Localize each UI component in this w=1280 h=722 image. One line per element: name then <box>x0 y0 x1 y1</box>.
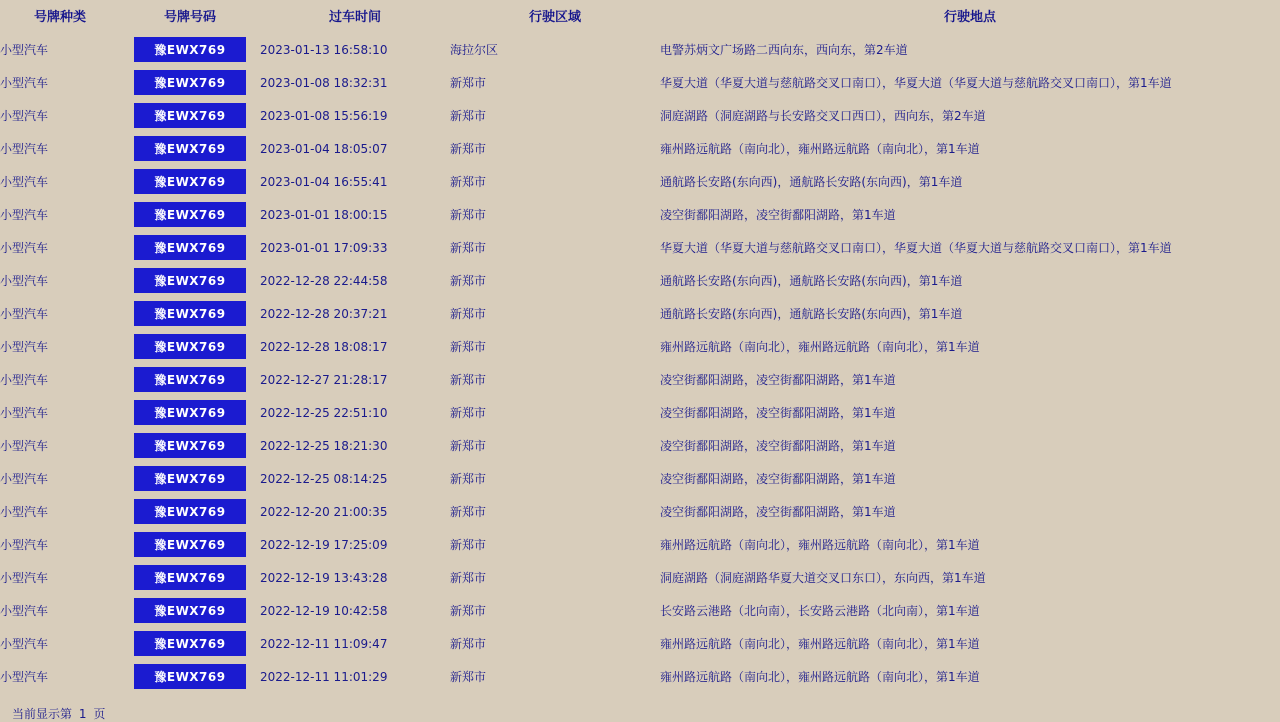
cell-pass-time: 2023-01-04 18:05:07 <box>260 141 388 156</box>
table-row[interactable] <box>0 528 1280 561</box>
table-header <box>0 0 1280 33</box>
plate-number-badge[interactable]: 豫EWX769 <box>134 235 246 260</box>
plate-number-badge[interactable]: 豫EWX769 <box>134 301 246 326</box>
plate-number-badge[interactable]: 豫EWX769 <box>134 103 246 128</box>
cell-pass-time: 2022-12-20 21:00:35 <box>260 504 388 519</box>
cell-plate-number <box>120 363 260 396</box>
table-row[interactable] <box>0 462 1280 495</box>
cell-pass-time: 2022-12-11 11:09:47 <box>260 636 388 651</box>
pagination-prefix: 当前显示第 <box>12 707 73 721</box>
cell-location: 凌空街鄱阳湖路，凌空街鄱阳湖路，第1车道 <box>660 505 896 519</box>
cell-area: 新郑市 <box>450 307 487 321</box>
cell-area: 新郑市 <box>450 538 487 552</box>
cell-pass-time: 2022-12-19 10:42:58 <box>260 603 388 618</box>
plate-number-badge[interactable]: 豫EWX769 <box>134 433 246 458</box>
cell-plate-type: 小型汽车 <box>0 307 49 321</box>
plate-number-badge[interactable]: 豫EWX769 <box>134 268 246 293</box>
table-row[interactable] <box>0 132 1280 165</box>
column-header-area: 行驶区域 <box>528 10 581 25</box>
plate-number-badge[interactable]: 豫EWX769 <box>134 466 246 491</box>
cell-location: 凌空街鄱阳湖路，凌空街鄱阳湖路，第1车道 <box>660 439 896 453</box>
plate-number-badge[interactable]: 豫EWX769 <box>134 202 246 227</box>
table-row[interactable] <box>0 264 1280 297</box>
cell-area: 新郑市 <box>450 637 487 651</box>
table-row[interactable] <box>0 363 1280 396</box>
cell-area: 新郑市 <box>450 571 487 585</box>
cell-plate-type: 小型汽车 <box>0 604 49 618</box>
cell-pass-time: 2022-12-25 18:21:30 <box>260 438 388 453</box>
cell-plate-number <box>120 165 260 198</box>
cell-area: 新郑市 <box>450 76 487 90</box>
cell-plate-number <box>120 132 260 165</box>
pagination-status <box>0 693 1280 722</box>
cell-area: 新郑市 <box>450 406 487 420</box>
cell-plate-type: 小型汽车 <box>0 274 49 288</box>
table-row[interactable] <box>0 561 1280 594</box>
cell-pass-time: 2022-12-27 21:28:17 <box>260 372 388 387</box>
cell-location: 凌空街鄱阳湖路，凌空街鄱阳湖路，第1车道 <box>660 373 896 387</box>
cell-area: 新郑市 <box>450 340 487 354</box>
cell-plate-type: 小型汽车 <box>0 538 49 552</box>
cell-pass-time: 2023-01-08 18:32:31 <box>260 75 388 90</box>
cell-pass-time: 2023-01-01 17:09:33 <box>260 240 388 255</box>
cell-location: 雍州路远航路（南向北），雍州路远航路（南向北），第1车道 <box>660 340 980 354</box>
cell-area: 新郑市 <box>450 109 487 123</box>
table-body <box>0 33 1280 693</box>
cell-area: 新郑市 <box>450 439 487 453</box>
cell-plate-type: 小型汽车 <box>0 505 49 519</box>
cell-location: 长安路云港路（北向南），长安路云港路（北向南），第1车道 <box>660 604 980 618</box>
plate-number-badge[interactable]: 豫EWX769 <box>134 565 246 590</box>
cell-area: 新郑市 <box>450 274 487 288</box>
cell-pass-time: 2023-01-13 16:58:10 <box>260 42 388 57</box>
cell-area: 新郑市 <box>450 472 487 486</box>
cell-location: 雍州路远航路（南向北），雍州路远航路（南向北），第1车道 <box>660 142 980 156</box>
column-header-pass-time: 过车时间 <box>328 10 381 25</box>
cell-plate-number <box>120 231 260 264</box>
cell-area: 新郑市 <box>450 175 487 189</box>
cell-plate-type: 小型汽车 <box>0 373 49 387</box>
cell-plate-number <box>120 66 260 99</box>
table-row[interactable] <box>0 231 1280 264</box>
table-row[interactable] <box>0 198 1280 231</box>
table-header-row <box>0 0 1280 33</box>
cell-plate-number <box>120 396 260 429</box>
cell-location: 雍州路远航路（南向北），雍州路远航路（南向北），第1车道 <box>660 538 980 552</box>
plate-number-badge[interactable]: 豫EWX769 <box>134 136 246 161</box>
cell-plate-number <box>120 198 260 231</box>
cell-plate-number <box>120 462 260 495</box>
cell-area: 新郑市 <box>450 670 487 684</box>
cell-plate-type: 小型汽车 <box>0 175 49 189</box>
cell-location: 电警苏炳文广场路二西向东，西向东，第2车道 <box>660 43 908 57</box>
cell-plate-number <box>120 33 260 66</box>
cell-plate-type: 小型汽车 <box>0 472 49 486</box>
cell-plate-number <box>120 528 260 561</box>
cell-pass-time: 2022-12-28 22:44:58 <box>260 273 388 288</box>
plate-number-badge[interactable]: 豫EWX769 <box>134 664 246 689</box>
cell-area: 新郑市 <box>450 373 487 387</box>
cell-area: 新郑市 <box>450 208 487 222</box>
table-row[interactable] <box>0 495 1280 528</box>
cell-plate-number <box>120 660 260 693</box>
table-row[interactable] <box>0 396 1280 429</box>
cell-plate-number <box>120 99 260 132</box>
cell-location: 华夏大道（华夏大道与慈航路交叉口南口），华夏大道（华夏大道与慈航路交叉口南口），第1车道 <box>660 241 1172 255</box>
table-row[interactable] <box>0 594 1280 627</box>
pagination-page-number: 1 <box>78 707 87 721</box>
cell-pass-time: 2022-12-19 13:43:28 <box>260 570 388 585</box>
cell-area: 新郑市 <box>450 241 487 255</box>
cell-location: 洞庭湖路（洞庭湖路华夏大道交叉口东口），东向西，第1车道 <box>660 571 986 585</box>
plate-number-badge[interactable]: 豫EWX769 <box>134 532 246 557</box>
plate-number-badge[interactable]: 豫EWX769 <box>134 598 246 623</box>
cell-plate-type: 小型汽车 <box>0 406 49 420</box>
column-header-plate-type: 号牌种类 <box>33 10 86 25</box>
cell-plate-number <box>120 297 260 330</box>
cell-location: 雍州路远航路（南向北），雍州路远航路（南向北），第1车道 <box>660 670 980 684</box>
table-row[interactable] <box>0 66 1280 99</box>
cell-location: 通航路长安路(东向西)，通航路长安路(东向西)，第1车道 <box>660 307 963 321</box>
cell-plate-type: 小型汽车 <box>0 670 49 684</box>
cell-pass-time: 2022-12-11 11:01:29 <box>260 669 388 684</box>
table-row[interactable] <box>0 165 1280 198</box>
table-row[interactable] <box>0 99 1280 132</box>
plate-number-badge[interactable]: 豫EWX769 <box>134 70 246 95</box>
cell-location: 华夏大道（华夏大道与慈航路交叉口南口），华夏大道（华夏大道与慈航路交叉口南口），第1车道 <box>660 76 1172 90</box>
plate-number-badge[interactable]: 豫EWX769 <box>134 499 246 524</box>
column-header-plate-number: 号牌号码 <box>163 10 216 25</box>
cell-plate-type: 小型汽车 <box>0 637 49 651</box>
cell-location: 雍州路远航路（南向北），雍州路远航路（南向北），第1车道 <box>660 637 980 651</box>
cell-plate-number <box>120 330 260 363</box>
cell-plate-type: 小型汽车 <box>0 439 49 453</box>
cell-location: 凌空街鄱阳湖路，凌空街鄱阳湖路，第1车道 <box>660 472 896 486</box>
plate-number-badge[interactable]: 豫EWX769 <box>134 169 246 194</box>
cell-plate-type: 小型汽车 <box>0 142 49 156</box>
pagination-suffix: 页 <box>93 707 106 721</box>
cell-plate-number <box>120 561 260 594</box>
cell-plate-type: 小型汽车 <box>0 208 49 222</box>
cell-plate-number <box>120 429 260 462</box>
plate-number-badge[interactable]: 豫EWX769 <box>134 631 246 656</box>
plate-number-badge[interactable]: 豫EWX769 <box>134 400 246 425</box>
cell-location: 凌空街鄱阳湖路，凌空街鄱阳湖路，第1车道 <box>660 208 896 222</box>
cell-plate-type: 小型汽车 <box>0 43 49 57</box>
cell-pass-time: 2023-01-08 15:56:19 <box>260 108 388 123</box>
table-row[interactable] <box>0 33 1280 66</box>
cell-location: 洞庭湖路（洞庭湖路与长安路交叉口西口），西向东，第2车道 <box>660 109 986 123</box>
table-row[interactable] <box>0 627 1280 660</box>
cell-pass-time: 2022-12-19 17:25:09 <box>260 537 388 552</box>
cell-area: 新郑市 <box>450 142 487 156</box>
cell-plate-number <box>120 627 260 660</box>
plate-number-badge[interactable]: 豫EWX769 <box>134 367 246 392</box>
cell-plate-number <box>120 594 260 627</box>
cell-area: 海拉尔区 <box>450 43 499 57</box>
cell-location: 凌空街鄱阳湖路，凌空街鄱阳湖路，第1车道 <box>660 406 896 420</box>
table-row[interactable] <box>0 660 1280 693</box>
cell-pass-time: 2022-12-25 22:51:10 <box>260 405 388 420</box>
column-header-location: 行驶地点 <box>943 10 996 25</box>
cell-area: 新郑市 <box>450 505 487 519</box>
cell-plate-type: 小型汽车 <box>0 241 49 255</box>
cell-pass-time: 2022-12-28 18:08:17 <box>260 339 388 354</box>
table-row[interactable] <box>0 330 1280 363</box>
cell-plate-number <box>120 264 260 297</box>
plate-number-badge[interactable]: 豫EWX769 <box>134 37 246 62</box>
cell-plate-type: 小型汽车 <box>0 109 49 123</box>
cell-area: 新郑市 <box>450 604 487 618</box>
table-row[interactable] <box>0 297 1280 330</box>
cell-location: 通航路长安路(东向西)，通航路长安路(东向西)，第1车道 <box>660 175 963 189</box>
table-row[interactable] <box>0 429 1280 462</box>
cell-pass-time: 2023-01-01 18:00:15 <box>260 207 388 222</box>
cell-plate-type: 小型汽车 <box>0 571 49 585</box>
cell-location: 通航路长安路(东向西)，通航路长安路(东向西)，第1车道 <box>660 274 963 288</box>
cell-pass-time: 2022-12-28 20:37:21 <box>260 306 388 321</box>
cell-pass-time: 2023-01-04 16:55:41 <box>260 174 388 189</box>
cell-plate-type: 小型汽车 <box>0 340 49 354</box>
cell-plate-number <box>120 495 260 528</box>
cell-pass-time: 2022-12-25 08:14:25 <box>260 471 388 486</box>
cell-plate-type: 小型汽车 <box>0 76 49 90</box>
plate-number-badge[interactable]: 豫EWX769 <box>134 334 246 359</box>
